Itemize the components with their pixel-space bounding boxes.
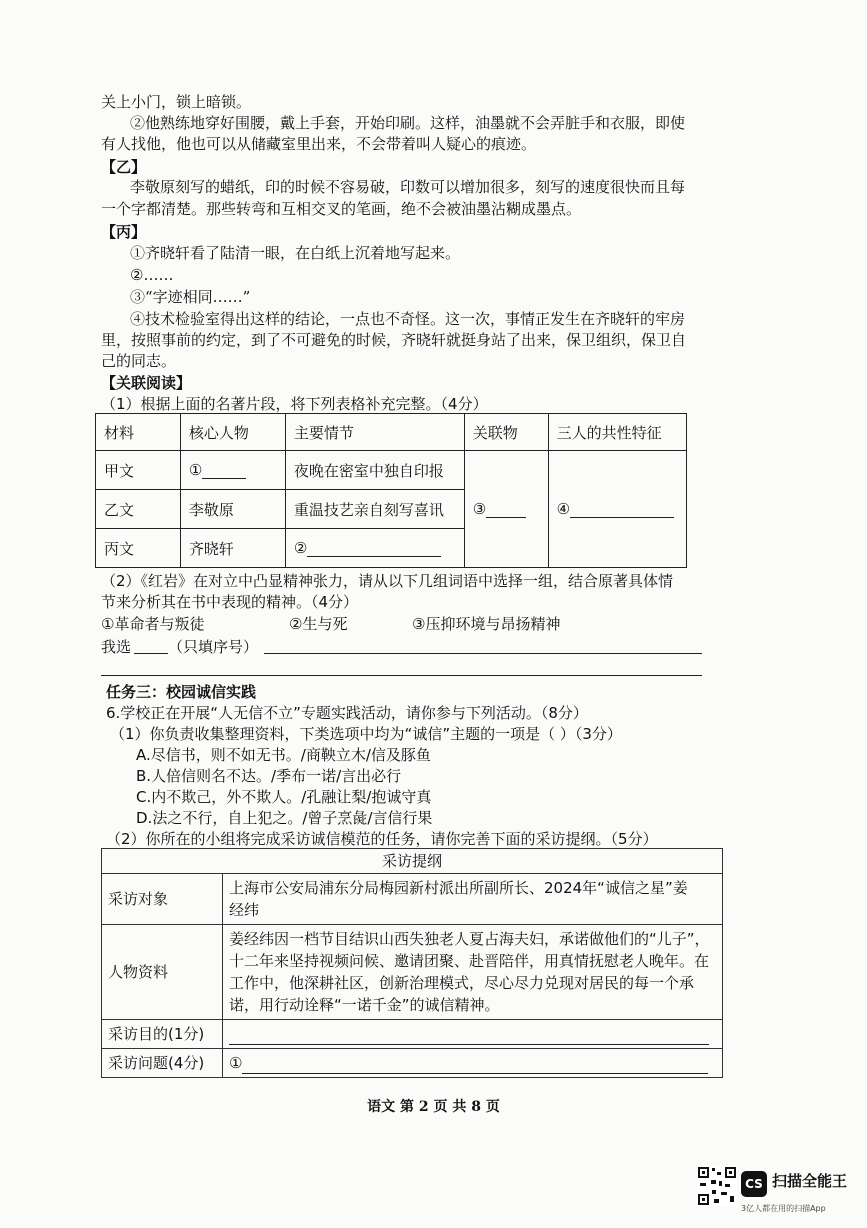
interview-purpose-label: 采访目的(1分) <box>102 1020 223 1049</box>
brand-tagline: 3亿人都在用的扫描App <box>741 1204 826 1213</box>
text-line: ②…… <box>130 266 174 284</box>
option-d: D.法之不行，自上犯之。/曾子烹彘/言信行果 <box>136 809 433 827</box>
option-3: ③压抑环境与昂扬精神 <box>412 615 561 633</box>
table-cell <box>548 451 686 568</box>
question-6-2: （2）你所在的小组将完成采访诚信模范的任务，请你完善下面的采访提纲。（5分） <box>106 830 658 848</box>
text-line: 里，按照事前的约定，到了不可避免的时候，齐晓轩就挺身站了出来，保卫组织，保卫自 <box>101 331 687 349</box>
answer-line[interactable] <box>264 653 702 654</box>
section-heading-related-reading: 【关联阅读】 <box>101 374 192 392</box>
interview-target-value: 上海市公安局浦东分局梅园新村派出所副所长、2024年“诚信之星”姜经纬 <box>223 874 723 925</box>
text-line: ①齐晓轩看了陆清一眼，在白纸上沉着地写起来。 <box>130 244 461 262</box>
question-1: （1）根据上面的名著片段，将下列表格补充完整。（4分） <box>101 395 488 413</box>
section-heading-yi: 【乙】 <box>101 158 147 176</box>
table-header: 主要情节 <box>285 414 464 451</box>
task-3-heading: 任务三：校园诚信实践 <box>106 683 257 701</box>
summary-table <box>95 413 687 568</box>
table-cell <box>285 529 464 568</box>
interview-question-cell <box>223 1049 723 1078</box>
brand-name: 扫描全能王 <box>772 1172 848 1190</box>
answer-blank-1[interactable] <box>202 462 246 479</box>
question-2-cont: 节来分析其在书中表现的精神。（4分） <box>101 593 359 611</box>
blank-label: ③ <box>472 500 487 518</box>
option-b: B.人倍信则名不达。/季布一诺/言出必行 <box>136 767 402 785</box>
question-2: （2）《红岩》在对立中凸显精神张力，请从以下几组词语中选择一组，结合原著具体情 <box>101 572 674 590</box>
table-header: 三人的共性特征 <box>548 414 686 451</box>
option-1: ①革命者与叛徒 <box>101 615 205 633</box>
interview-target-label: 采访对象 <box>102 874 223 925</box>
interview-outline-table <box>101 848 723 1078</box>
text-line: 李敬原刻写的蜡纸，印的时候不容易破，印数可以增加很多，刻写的速度很快而且每 <box>130 178 686 196</box>
text-line: ②他熟练地穿好围腰，戴上手套，开始印刷。这样，油墨就不会弄脏手和衣服，即使 <box>130 114 686 132</box>
choice-blank[interactable] <box>134 653 168 654</box>
blank-label: ② <box>293 539 308 557</box>
answer-blank-2[interactable] <box>307 540 441 557</box>
table-header: 核心人物 <box>180 414 285 451</box>
table-header: 关联物 <box>464 414 548 451</box>
text-line: ③“字迹相同……” <box>130 288 251 306</box>
text-line: ④技术检验室得出这样的结论，一点也不奇怪。这一次，事情正发生在齐晓轩的牢房 <box>130 310 686 328</box>
table-cell <box>464 451 548 568</box>
table-cell: 甲文 <box>96 451 181 490</box>
table-header: 材料 <box>96 414 181 451</box>
interview-purpose-blank[interactable] <box>229 1028 709 1045</box>
table-cell <box>180 451 285 490</box>
person-info-value: 姜经纬因一档节目结识山西失独老人夏占海夫妇，承诺做他们的“儿子”，十二年来坚持视频问候、邀请团聚、赴晋陪伴，用真情抚慰老人晚年。在工作中，他深耕社区，创新治理模式，尽心尽力兑现对居民的每一个承诺，用行动诠释“一诺千金”的诚信精神。 <box>223 925 723 1020</box>
interview-outline-title: 采访提纲 <box>102 849 723 874</box>
interview-question-label: 采访问题(4分) <box>102 1049 223 1078</box>
section-heading-bing: 【丙】 <box>101 223 147 241</box>
answer-blank-4[interactable] <box>570 501 674 518</box>
page-footer: 语文 第 2 页 共 8 页 <box>367 1099 500 1115</box>
table-cell: 乙文 <box>96 490 181 529</box>
table-cell: 李敬原 <box>180 490 285 529</box>
text-line: 一个字都清楚。那些转弯和互相交叉的笔画，绝不会被油墨沾糊成墨点。 <box>101 200 582 218</box>
text-line: 关上小门，锁上暗锁。 <box>101 93 252 111</box>
answer-blank-3[interactable] <box>486 501 526 518</box>
qr-code-icon <box>697 1166 737 1206</box>
interview-question-blank[interactable] <box>242 1057 708 1074</box>
question-6: 6.学校正在开展“人无信不立”专题实践活动，请你参与下列活动。（8分） <box>106 704 588 722</box>
table-cell: 重温技艺亲自刻写喜讯 <box>285 490 464 529</box>
blank-label: ① <box>229 1054 243 1072</box>
blank-label: ④ <box>556 500 571 518</box>
text-line: 有人找他，他也可以从储藏室里出来，不会带着叫人疑心的痕迹。 <box>101 135 537 153</box>
text-line: 己的同志。 <box>101 352 177 370</box>
option-2: ②生与死 <box>289 615 348 633</box>
option-c: C.内不欺己，外不欺人。/孔融让梨/抱诚守真 <box>136 788 432 806</box>
camscanner-logo: CS <box>741 1171 767 1197</box>
answer-line[interactable] <box>101 675 702 676</box>
table-cell: 夜晚在密室中独自印报 <box>285 451 464 490</box>
question-6-1: （1）你负责收集整理资料，下类选项中均为“诚信”主题的一项是（ ）（3分） <box>110 725 622 743</box>
person-info-label: 人物资料 <box>102 925 223 1020</box>
blank-label: ① <box>188 461 203 479</box>
table-cell: 丙文 <box>96 529 181 568</box>
choose-hint: （只填序号） <box>168 638 259 656</box>
option-a: A.尽信书，则不如无书。/商鞅立木/信及豚鱼 <box>136 746 431 764</box>
choose-label: 我选 <box>101 638 132 656</box>
table-cell: 齐晓轩 <box>180 529 285 568</box>
interview-purpose-cell <box>223 1020 723 1049</box>
